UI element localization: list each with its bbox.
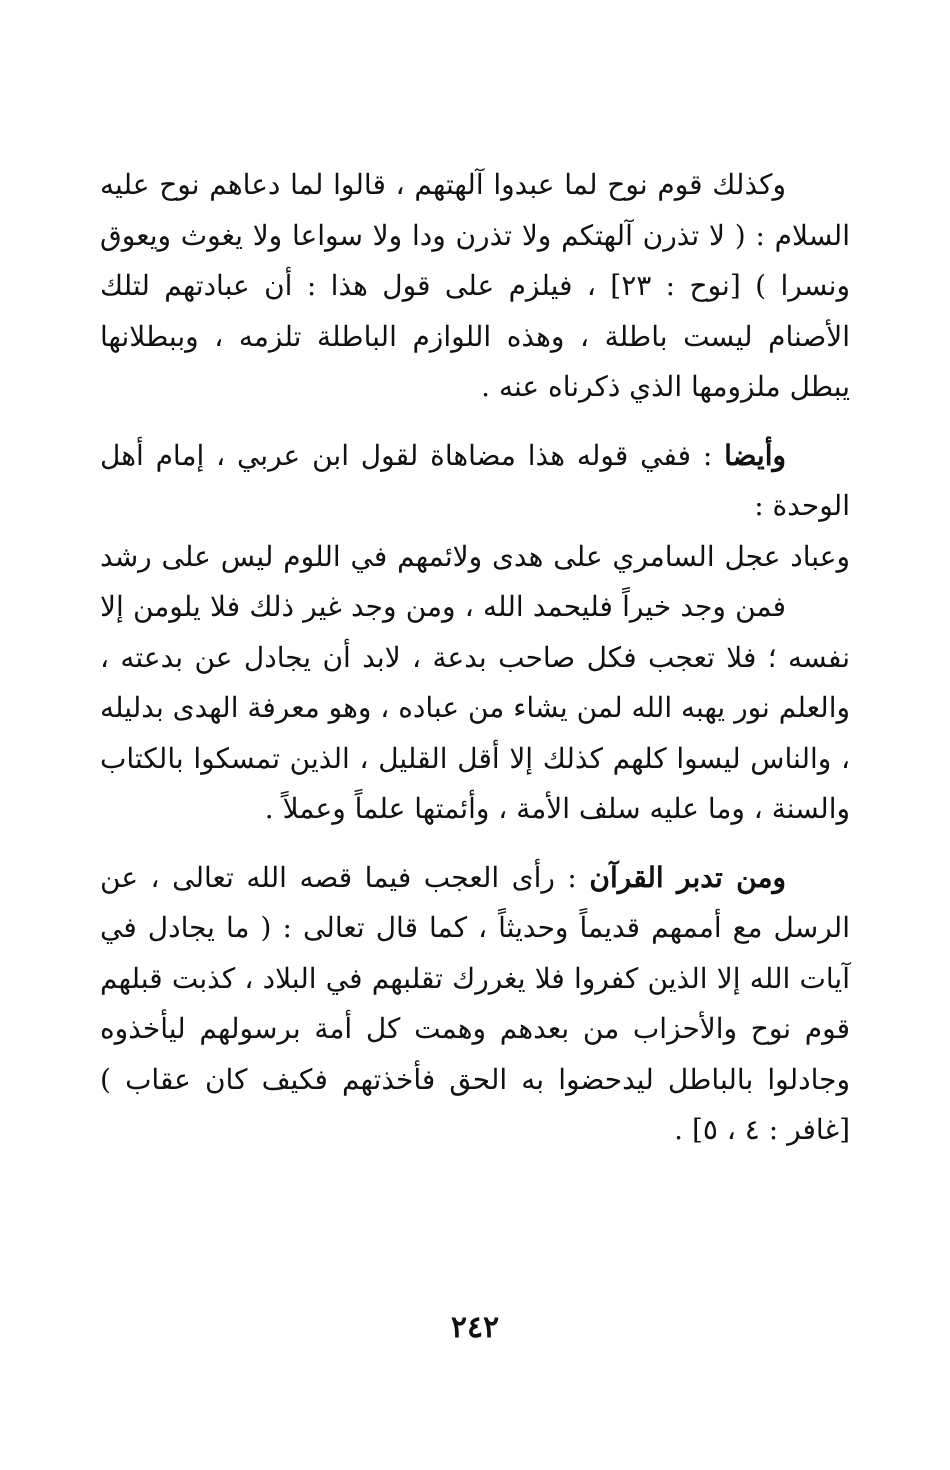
paragraph-4 <box>100 853 850 1156</box>
paragraph-2-text: : ففي قوله هذا مضاهاة لقول ابن عربي ، إمام أهل الوحدة : <box>100 438 850 522</box>
body-text <box>100 160 850 1156</box>
paragraph-2-lead: وأيضا <box>724 438 786 472</box>
paragraph-1: وكذلك قوم نوح لما عبدوا آلهتهم ، قالوا لما دعاهم نوح عليه السلام : ( لا تذرن آلهتكم ولا تذرن ودا ولا سواعا ولا يغوث ويعوق ونسرا ) [نوح : ٢٣] ، فيلزم على قول هذا : أن عبادتهم لتلك الأصنام ليست باطلة ، وهذه اللوازم الباطلة تلزمه ، وببطلانها يبطل ملزومها الذي ذكرناه عنه . <box>100 168 850 403</box>
paragraph-4-lead: ومن تدبر القرآن <box>589 860 786 894</box>
paragraph-4-text: : رأى العجب فيما قصه الله تعالى ، عن الرسل مع أممهم قديماً وحديثاً ، كما قال تعالى : ( ما يجادل في آيات الله إلا الذين كفروا فلا يغررك تقلبهم في البلاد ، كذبت قبلهم قوم نوح والأحزاب من بعدهم وهمت كل أمة برسولهم ليأخذوه وجادلوا بالباطل ليدحضوا به الحق فأخذتهم فكيف كان عقاب ) [غافر : ٤ ، ٥] . <box>100 860 850 1146</box>
poetry-verse: وعباد عجل السامري على هدى ولائمهم في اللوم ليس على رشد <box>100 539 850 573</box>
paragraph-3: فمن وجد خيراً فليحمد الله ، ومن وجد غير ذلك فلا يلومن إلا نفسه ؛ فلا تعجب فكل صاحب بدعة ، لابد أن يجادل عن بدعته ، والعلم نور يهبه الله لمن يشاء من عباده ، وهو معرفة الهدى بدليله ، والناس ليسوا كلهم كذلك إلا أقل القليل ، الذين تمسكوا بالكتاب والسنة ، وما عليه سلف الأمة ، وأئمتها علماً وعملاً . <box>100 590 850 825</box>
page-number: ٢٤٢ <box>450 1310 500 1345</box>
paragraph-2 <box>100 431 850 532</box>
